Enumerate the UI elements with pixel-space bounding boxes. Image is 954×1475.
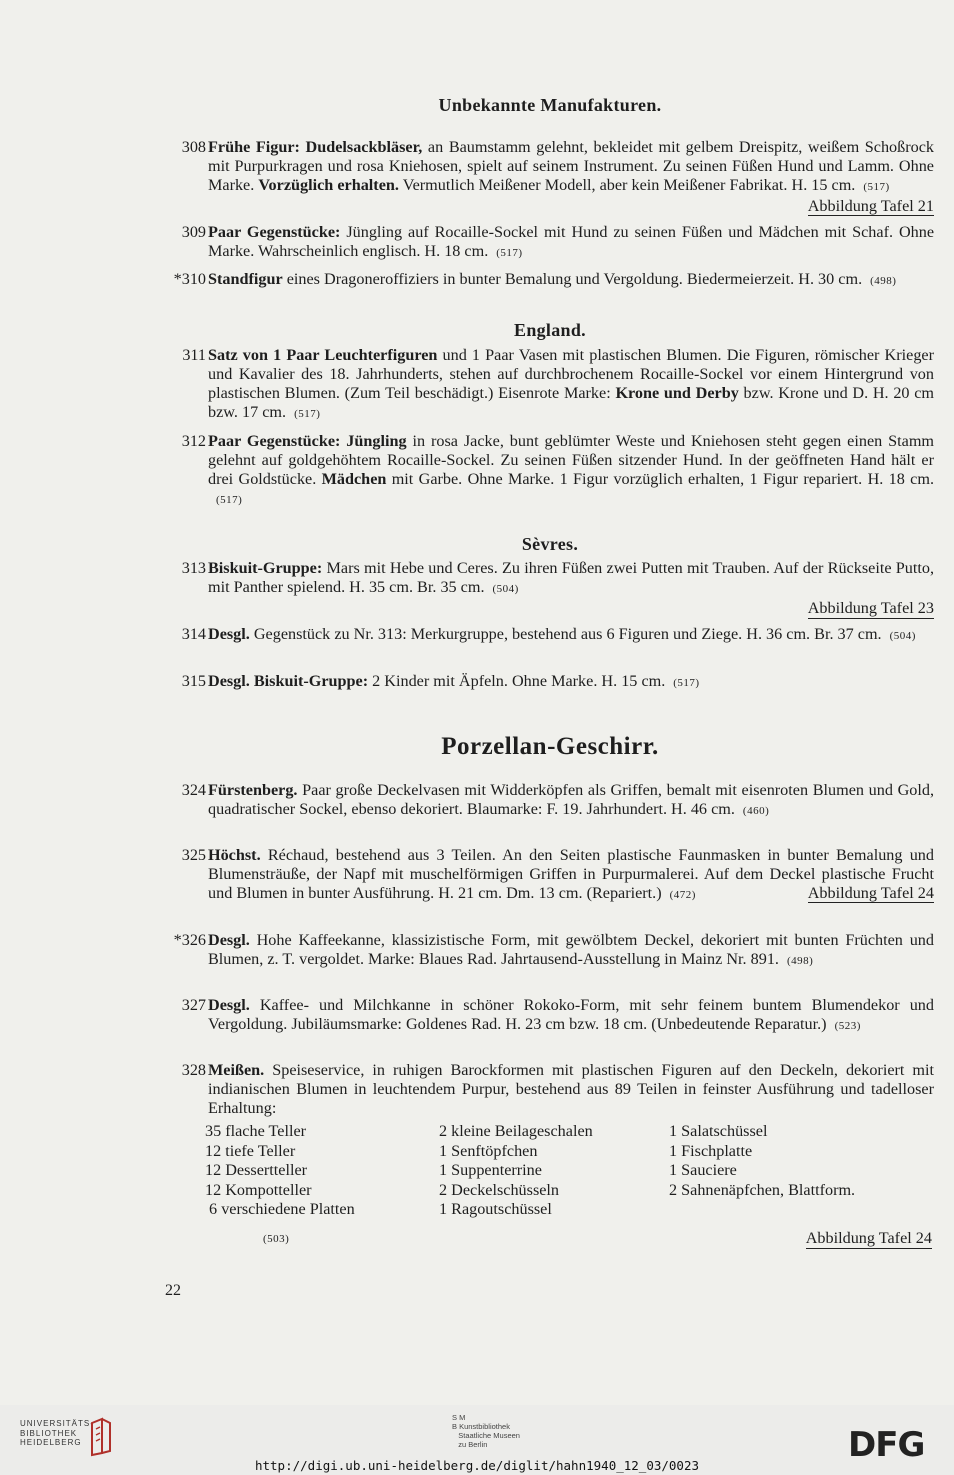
entry-lead: Biskuit-Gruppe: [208,559,323,577]
entry-308 [181,138,935,216]
list-item: 12 Kompotteller [205,1180,312,1199]
entry-text: Paar große Deckelvasen mit Widderköpfen als Griffen, bemalt mit eisenroten Blumen und Gold, quadratischer Sockel, ebenso dekoriert. Blaumarke: F. 19. Jahrhundert. H. 46 cm. [208,781,934,818]
entry-313 [181,559,934,618]
service-column-2 [439,1122,593,1220]
list-item: 1 Sauciere [669,1161,737,1179]
entry-text: Kaffee- und Milchkanne in schöner Rokoko-Form, mit sehr feinem buntem Blumendekor und Vergoldung. Jubiläumsmarke: Goldenes Rad. H. 23 cm bzw. 18 cm. (Unbedeutende Reparatur.) [208,996,934,1033]
plate-reference: Abbildung Tafel 24 [807,884,934,902]
entry-325 [181,846,934,905]
entry-lead: Desgl. [208,931,250,949]
entry-code: (498) [870,275,897,287]
entry-code: (523) [834,1020,861,1032]
entry-number: 313 [181,559,206,577]
entry-code: (460) [742,805,770,817]
list-item: 2 Sahnenäpfchen, Blattform. [669,1180,856,1199]
entry-327 [181,996,934,1036]
entry-code: (517) [496,247,523,259]
entry-number: 324 [181,781,206,799]
entry-code: (498) [786,955,814,967]
entry-lead: Standfigur [208,270,283,288]
entry-number: 312 [181,432,206,450]
entry-lead: Desgl. Biskuit-Gruppe: [208,672,369,690]
entry-lead: Desgl. [208,996,250,1014]
service-column-3 [669,1122,855,1200]
entry-lead: Frühe Figur: Dudelsackbläser, [208,138,423,156]
plate-reference: Abbildung Tafel 21 [807,197,934,215]
list-item: 1 Ragoutschüssel [439,1200,552,1218]
library-logo-icon [88,1417,114,1457]
entry-number: *326 [173,931,206,949]
entry-text: Gegenstück zu Nr. 313: Merkurgruppe, bestehend aus 6 Figuren und Ziege. H. 36 cm. Br. 37 cm. [249,625,882,643]
entry-bold: Krone und Derby [615,384,739,402]
entry-text: Mars mit Hebe und Ceres. Zu ihren Füßen zwei Putten mit Trauben. Auf der Rückseite Putto, mit Panther spielend. H. 35 cm. Br. 35 cm. [208,559,934,596]
entry-lead: Paar Gegenstücke: [208,223,341,241]
entry-bold: Vorzüglich erhalten. [258,176,399,194]
staatliche-museen-logo: S M B Kunstbibliothek Staatliche Museen zu Berlin [452,1413,520,1449]
list-item: 1 Suppenterrine [439,1161,542,1179]
entry-314 [181,625,934,646]
list-item: 1 Senftöpfchen [439,1141,538,1160]
entry-text: 2 Kinder mit Äpfeln. Ohne Marke. H. 15 cm. [368,672,666,690]
entry-text: an Baumstamm gelehnt, bekleidet mit gelbem Dreispitz, weißem Schoßrock mit Purpurkragen und rosa Kniehosen, spielt auf seinem Instrument. Zu seinen Füßen Hund und Lamm. Ohne Marke. [208,138,935,194]
list-item: 1 Fischplatte [669,1141,753,1160]
entry-text: Hohe Kaffeekanne, klassizistische Form, mit gewölbtem Deckel, dekoriert mit bunten Früchten und Blumen, z. T. vergoldet. Marke: Blaues Rad. Jahrtausend-Ausstellung in Mainz Nr. 891. [208,931,934,968]
section-heading-england: England. [514,320,586,340]
list-item: 6 verschiedene Platten [205,1200,355,1218]
section-heading-unbekannte: Unbekannte Manufakturen. [438,95,662,115]
service-column-1 [205,1122,355,1220]
page-number: 22 [165,1282,181,1299]
entry-lead: Satz von 1 Paar Leuchterfiguren [208,346,438,364]
entry-number: 315 [181,672,206,690]
entry-text-2: mit Garbe. Ohne Marke. 1 Figur vorzüglich erhalten, 1 Figur repariert. H. 18 cm. [386,470,934,488]
dfg-logo: DFG [848,1425,925,1465]
entry-text: Speiseservice, in ruhigen Barockformen mit plastischen Figuren auf den Deckeln, dekoriert mit indianischen Blumen in leuchtendem Purpur, bestehend aus 89 Teilen in feinster Ausführung und tadelloser Erhaltung: [208,1061,934,1117]
source-url[interactable]: http://digi.ub.uni-heidelberg.de/diglit/hahn1940_12_03/0023 [254,1458,699,1473]
entry-328 [181,1061,934,1118]
entry-code: (517) [216,494,243,506]
entry-code: (517) [294,408,321,420]
entry-309 [181,223,935,263]
entry-number: 309 [181,223,206,241]
entry-text-2: bzw. Krone und D. H. 20 cm bzw. 17 cm. [208,384,934,421]
entry-326 [173,931,934,971]
entry-text: eines Dragoneroffiziers in bunter Bemalung und Vergoldung. Biedermeierzeit. H. 30 cm. [282,270,863,288]
section-heading-geschirr: Porzellan-Geschirr. [441,733,659,760]
entry-text: Jüngling auf Rocaille-Sockel mit Hund zu seinen Füßen und Mädchen mit Schaf. Ohne Marke. Wahrscheinlich englisch. H. 18 cm. [208,223,935,260]
university-library-logo-text: UNIVERSITÄTS- BIBLIOTHEK HEIDELBERG [20,1419,94,1447]
entry-number: 327 [181,996,206,1014]
list-item: 2 Deckelschüsseln [439,1180,560,1199]
entry-number: 325 [181,846,206,864]
entry-lead: Meißen. [208,1061,265,1079]
entry-bold: Mädchen [321,470,387,488]
entry-number: 328 [181,1061,206,1079]
entry-number: 308 [181,138,206,156]
entry-code: (504) [492,583,519,595]
entry-code: (517) [863,181,890,193]
entry-lead: Paar Gegenstücke: Jüngling [208,432,407,450]
plate-reference: Abbildung Tafel 23 [807,599,934,617]
list-item: 35 flache Teller [205,1122,307,1140]
entry-lead: Desgl. [208,625,250,643]
list-item: 12 Dessertteller [205,1161,308,1179]
plate-reference-328: Abbildung Tafel 24 [805,1229,932,1247]
entry-lead: Höchst. [208,846,261,864]
section-heading-sevres: Sèvres. [521,534,579,554]
entry-text: und 1 Paar Vasen mit plastischen Blumen. Die Figuren, römischer Krieger und Kavalier des 18. Jahrhunderts, stehen auf durchbrochenem Rocaille-Sockel vor einem Hintergrund von plastischen Blumen. (Zum Teil beschädigt.) Eisenrote Marke: [208,346,934,402]
entry-text: in rosa Jacke, bunt geblümter Weste und Kniehosen steht gegen einen Stamm gelehnt auf goldgehöhtem Rocaille-Sockel. Zu seinen Füßen sitzender Hund. In der geöffneten Hand hält er drei Goldstücke. [208,432,934,488]
entry-code: (504) [889,630,916,642]
list-item: 12 tiefe Teller [205,1141,296,1160]
entry-number: 314 [181,625,206,643]
entry-324 [181,781,934,821]
entry-number: 311 [182,346,206,364]
entry-312 [181,432,934,510]
entry-number: *310 [173,270,206,288]
entry-text: Réchaud, bestehend aus 3 Teilen. An den Seiten plastische Faunmasken in bunter Bemalung und Blumensträuße, der Napf mit muschelförmigen Griffen in Purpurmalerei. Auf dem Deckel plastische Frucht und Blumen in bunter Ausführung. H. 21 cm. Dm. 13 cm. (Repariert.) [208,846,934,902]
entry-text-2: Vermutlich Meißener Modell, aber kein Meißener Fabrikat. H. 15 cm. [398,176,856,194]
entry-310 [173,270,934,291]
list-item: 1 Salatschüssel [669,1122,768,1140]
entry-lead: Fürstenberg. [208,781,298,799]
entry-315 [181,672,934,693]
list-item: 2 kleine Beilageschalen [439,1122,593,1140]
entry-328-code: (503) [263,1233,290,1245]
entry-code: (517) [673,677,700,689]
entry-code: (472) [669,889,696,901]
entry-311 [182,346,934,424]
